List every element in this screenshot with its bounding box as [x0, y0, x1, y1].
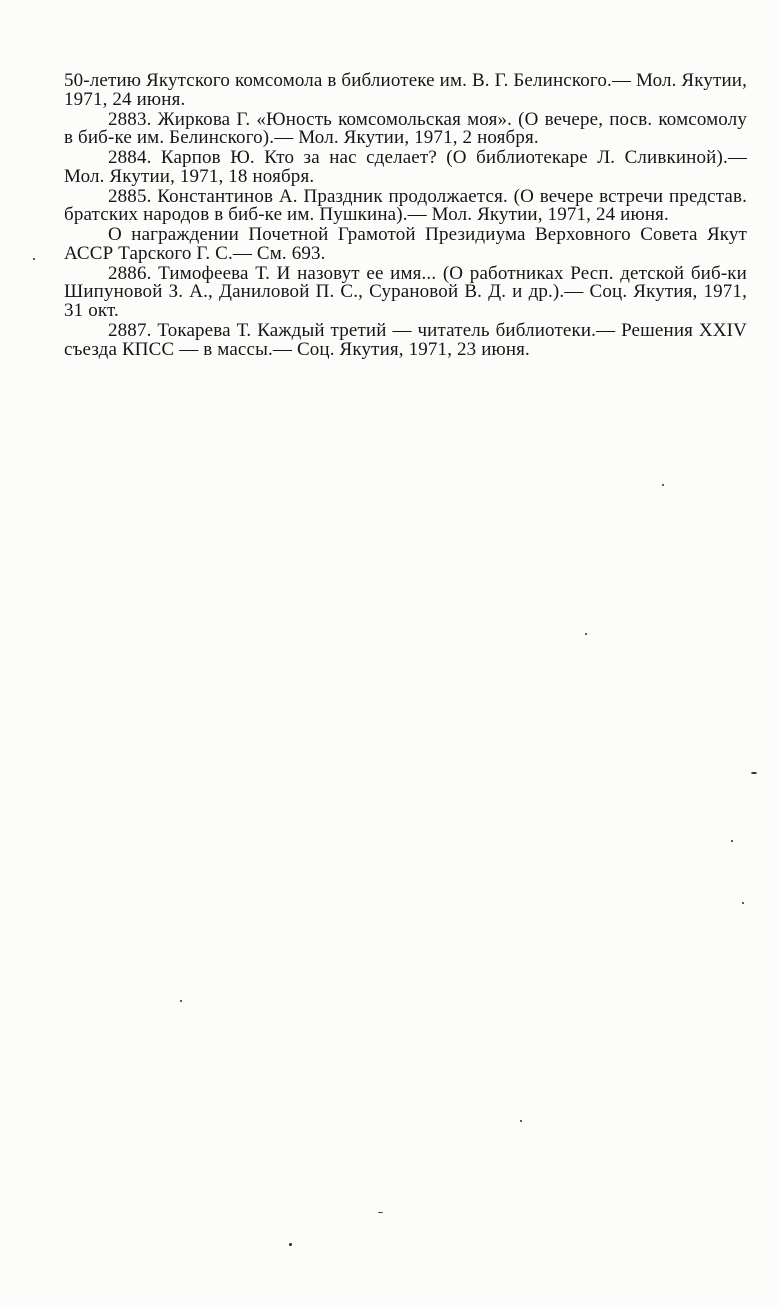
scan-speck [585, 633, 587, 635]
entry-2885: 2885. Константинов А. Праздник продолжается. (О вечере встречи представ. братских народов в биб-ке им. Пушкина).— Мол. Якутии, 1971, 24 июня. [64, 185, 747, 226]
entry-continuation: 50-летию Якутского комсомола в библиотеке им. В. Г. Белинского.— Мол. Якутии, 1971, 24 июня. [64, 70, 747, 110]
scan-speck [180, 1000, 182, 1002]
scan-speck [662, 484, 664, 486]
scan-speck [33, 258, 35, 260]
entry-2887: 2887. Токарева Т. Каждый третий — читатель библиотеки.— Решения XXIV съезда КПСС — в массы.— Соц. Якутия, 1971, 23 июня. [64, 320, 747, 360]
bibliography-page [64, 72, 747, 361]
entry-award-reference: О награждении Почетной Грамотой Президиума Верховного Совета Якут АССР Тарского Г. С.— См. 693. [64, 224, 747, 264]
scan-speck [378, 1212, 383, 1213]
entry-2886: 2886. Тимофеева Т. И назовут ее имя... (О работниках Респ. детской биб-ки Шипуновой З. А., Даниловой П. С., Сурановой В. Д. и др.).— Соц. Якутия, 1971, 31 окт. [64, 262, 747, 322]
entry-2884: 2884. Карпов Ю. Кто за нас сделает? (О библиотекаре Л. Сливкиной).— Мол. Якутии, 1971, 18 ноября. [64, 147, 747, 187]
scan-speck [289, 1243, 292, 1246]
entry-2883: 2883. Жиркова Г. «Юность комсомольская моя». (О вечере, посв. комсомолу в биб-ке им. Белинского).— Мол. Якутии, 1971, 2 ноября. [64, 108, 747, 149]
scan-speck [731, 840, 733, 842]
scan-speck [751, 772, 757, 774]
scan-speck [520, 1120, 522, 1122]
scan-speck [742, 902, 744, 904]
